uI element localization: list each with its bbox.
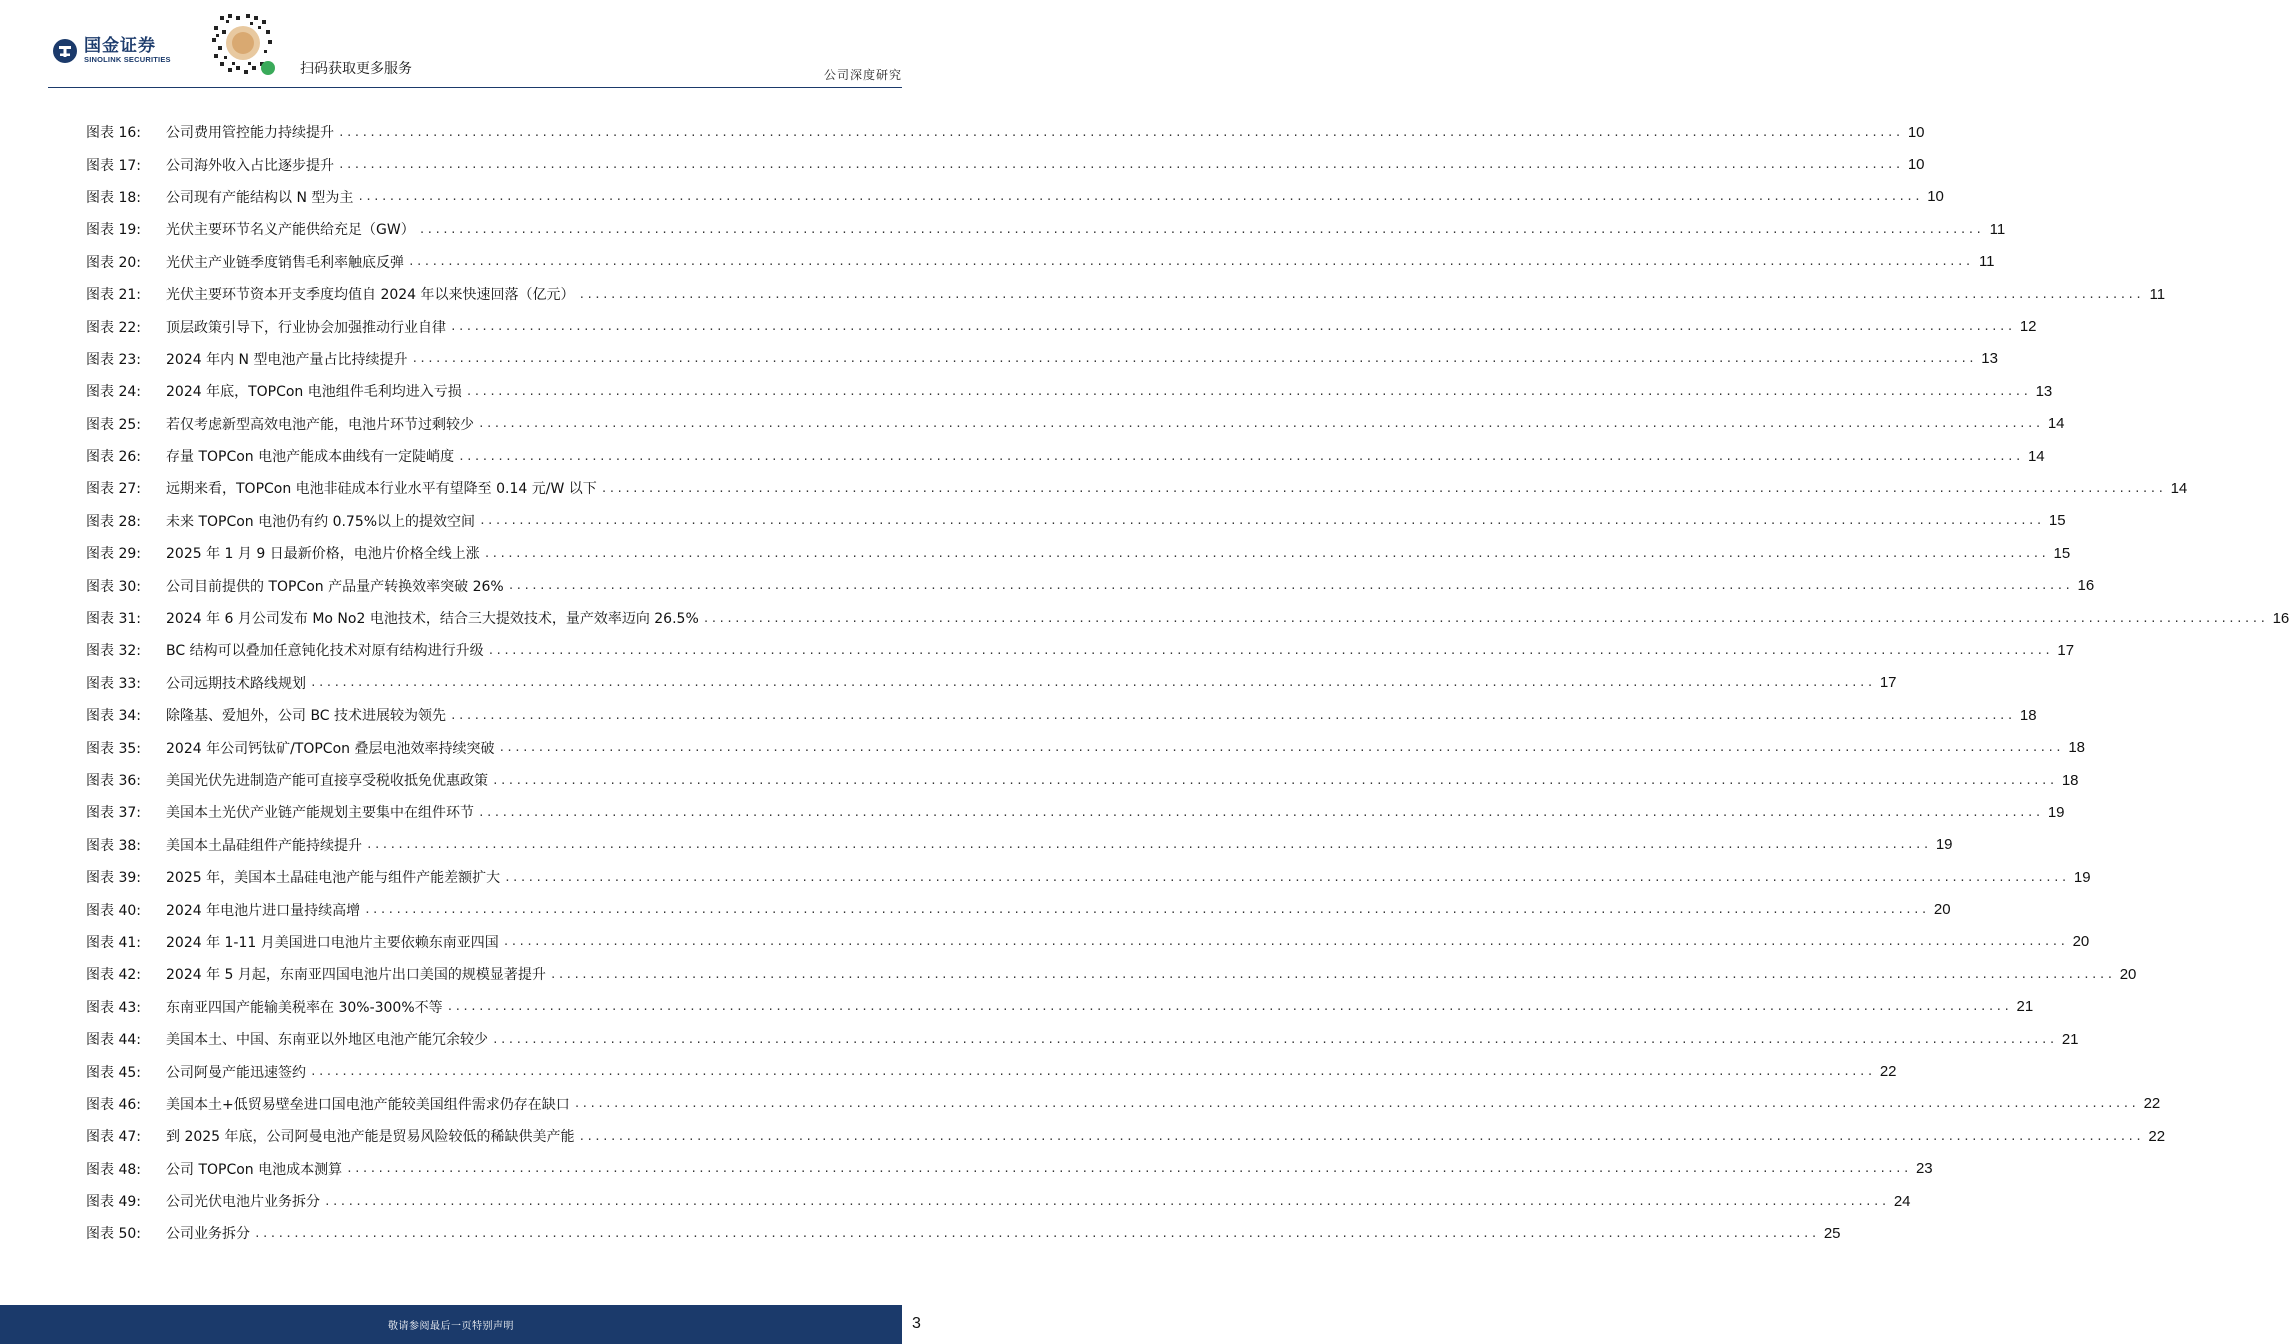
report-type-label: 公司深度研究 — [823, 68, 902, 82]
toc-entry-page[interactable]: 14 — [2170, 479, 2188, 497]
toc-entry-label: 图表 23: — [86, 351, 141, 368]
toc-entry-label: 图表 18: — [86, 189, 141, 206]
toc-leader-dots: ........................................................................................................................................................................................................ — [446, 1000, 2012, 1014]
toc-entry[interactable] — [86, 926, 2090, 958]
toc-entry-label: 图表 34: — [86, 708, 141, 725]
toc-entry-label: 图表 38: — [86, 837, 141, 854]
toc-entry[interactable] — [86, 440, 2045, 472]
toc-entry[interactable] — [86, 278, 2166, 310]
toc-entry-page[interactable]: 18 — [2061, 771, 2079, 789]
toc-entry-label: 图表 47: — [86, 1129, 141, 1146]
toc-entry-page[interactable]: 22 — [1879, 1063, 1897, 1081]
toc-entry-title[interactable]: 2024 年 1-11 月美国进口电池片主要依赖东南亚四国 — [166, 934, 499, 951]
toc-entry-page[interactable]: 17 — [1879, 674, 1897, 692]
toc-leader-dots: ........................................................................................................................................................................................................ — [502, 935, 2068, 949]
toc-entry-title[interactable]: 公司费用管控能力持续提升 — [166, 125, 334, 142]
toc-entry[interactable] — [86, 375, 2053, 407]
toc-leader-dots: ........................................................................................................................................................................................................ — [492, 1032, 2057, 1046]
toc-entry-label: 图表 21: — [86, 287, 141, 304]
toc-entry-title[interactable]: 公司现有产能结构以 N 型为主 — [166, 189, 354, 206]
toc-entry-title[interactable]: 公司业务拆分 — [166, 1226, 250, 1243]
toc-entry-label: 图表 46: — [86, 1096, 141, 1113]
toc-entry-page[interactable]: 20 — [1933, 901, 1951, 919]
toc-entry-page[interactable]: 24 — [1893, 1192, 1911, 1210]
toc-entry-page[interactable]: 23 — [1915, 1160, 1933, 1178]
toc-entry[interactable] — [86, 991, 2034, 1023]
toc-leader-dots: ........................................................................................................................................................................................................ — [504, 870, 2069, 884]
toc-entry-label: 图表 28: — [86, 513, 141, 530]
toc-entry-label: 图表 50: — [86, 1226, 141, 1243]
logo-chinese-name: 国金证券 — [84, 36, 156, 56]
toc-entry[interactable] — [86, 1088, 2161, 1120]
toc-entry-page[interactable]: 19 — [2047, 803, 2065, 821]
toc-leader-dots: ........................................................................................................................................................................................................ — [578, 1129, 2144, 1143]
toc-entry[interactable] — [86, 602, 2289, 634]
toc-leader-dots: ........................................................................................................................................................................................................ — [450, 320, 2015, 334]
toc-entry-label: 图表 20: — [86, 254, 141, 271]
toc-entry[interactable] — [86, 634, 2075, 666]
toc-leader-dots: ........................................................................................................................................................................................................ — [310, 676, 1875, 690]
toc-entry-title[interactable]: 美国本土晶硅组件产能持续提升 — [166, 837, 362, 854]
toc-entry-title[interactable]: BC 结构可以叠加任意钝化技术对原有结构进行升级 — [166, 643, 484, 660]
toc-entry-label: 图表 33: — [86, 675, 141, 692]
toc-entry[interactable] — [86, 1217, 1841, 1249]
toc-entry-label: 图表 42: — [86, 967, 141, 984]
toc-entry-label: 图表 26: — [86, 449, 141, 466]
toc-entry[interactable] — [86, 958, 2137, 990]
toc-entry-title[interactable]: 公司光伏电池片业务拆分 — [166, 1194, 320, 1211]
toc-entry-label: 图表 19: — [86, 222, 141, 239]
toc-entry-label: 图表 39: — [86, 870, 141, 887]
toc-leader-dots: ........................................................................................................................................................................................................ — [487, 643, 2053, 657]
toc-entry-page[interactable]: 14 — [2047, 415, 2065, 433]
toc-leader-dots: ........................................................................................................................................................................................................ — [411, 352, 1976, 366]
toc-leader-dots: ........................................................................................................................................................................................................ — [507, 579, 2073, 593]
page-header — [0, 0, 950, 92]
toc-leader-dots: ........................................................................................................................................................................................................ — [310, 1065, 1875, 1079]
toc-entry-page[interactable]: 15 — [2053, 544, 2071, 562]
toc-entry-label: 图表 43: — [86, 999, 141, 1016]
toc-entry[interactable] — [86, 343, 1998, 375]
toc-entry[interactable] — [86, 310, 2037, 342]
toc-entry[interactable] — [86, 148, 1925, 180]
toc-entry[interactable] — [86, 472, 2188, 504]
toc-entry-title[interactable]: 光伏主产业链季度销售毛利率触底反弹 — [166, 254, 404, 271]
toc-entry[interactable] — [86, 1185, 1911, 1217]
company-logo — [52, 37, 171, 64]
toc-leader-dots: ........................................................................................................................................................................................................ — [479, 514, 2044, 528]
toc-entry-title[interactable]: 远期来看，TOPCon 电池非硅成本行业水平有望降至 0.14 元/W 以下 — [166, 481, 597, 498]
toc-entry[interactable] — [86, 731, 2085, 763]
toc-entry-title[interactable]: 2024 年内 N 型电池产量占比持续提升 — [166, 351, 408, 368]
toc-entry[interactable] — [86, 667, 1897, 699]
toc-leader-dots: ........................................................................................................................................................................................................ — [458, 449, 2023, 463]
toc-entry-page[interactable]: 10 — [1907, 156, 1925, 174]
toc-entry-title[interactable]: 美国本土+低贸易壁垒进口国电池产能较美国组件需求仍存在缺口 — [166, 1096, 570, 1113]
toc-leader-dots: ........................................................................................................................................................................................................ — [418, 222, 1984, 236]
toc-entry-title[interactable]: 若仅考虑新型高效电池产能，电池片环节过剩较少 — [166, 416, 474, 433]
toc-entry[interactable] — [86, 537, 2071, 569]
toc-entry-title[interactable]: 公司远期技术路线规划 — [166, 675, 306, 692]
toc-entry-page[interactable]: 20 — [2072, 933, 2090, 951]
toc-leader-dots: ........................................................................................................................................................................................................ — [498, 741, 2063, 755]
toc-entry-page[interactable]: 21 — [2016, 998, 2034, 1016]
toc-entry-title[interactable]: 2025 年，美国本土晶硅电池产能与组件产能差额扩大 — [166, 870, 501, 887]
toc-leader-dots: ........................................................................................................................................................................................................ — [366, 838, 1931, 852]
toc-entry-label: 图表 30: — [86, 578, 141, 595]
toc-entry-title[interactable]: 2024 年电池片进口量持续高增 — [166, 902, 361, 919]
toc-entry[interactable] — [86, 408, 2065, 440]
toc-entry[interactable] — [86, 505, 2066, 537]
toc-leader-dots: ........................................................................................................................................................................................................ — [364, 903, 1929, 917]
toc-entry-page[interactable]: 11 — [1989, 220, 2006, 238]
toc-leader-dots: ........................................................................................................................................................................................................ — [338, 158, 1903, 172]
toc-leader-dots: ........................................................................................................................................................................................................ — [578, 287, 2144, 301]
qr-code-icon[interactable] — [206, 6, 280, 80]
toc-leader-dots: ........................................................................................................................................................................................................ — [478, 417, 2043, 431]
toc-entry-page[interactable]: 17 — [2057, 641, 2075, 659]
toc-entry-label: 图表 22: — [86, 319, 141, 336]
footer-bar — [0, 1305, 902, 1344]
toc-leader-dots: ........................................................................................................................................................................................................ — [465, 384, 2031, 398]
toc-entry-label: 图表 36: — [86, 773, 141, 789]
toc-entry-title[interactable]: 2025 年 1 月 9 日最新价格，电池片价格全线上涨 — [166, 546, 480, 563]
toc-entry-page[interactable]: 16 — [2272, 609, 2289, 627]
toc-entry-label: 图表 45: — [86, 1064, 141, 1081]
header-divider — [48, 87, 902, 88]
toc-leader-dots: ........................................................................................................................................................................................................ — [357, 190, 1922, 204]
toc-entry-title[interactable]: 公司目前提供的 TOPCon 产品量产转换效率突破 26% — [166, 578, 504, 595]
toc-entry-title[interactable]: 除隆基、爱旭外，公司 BC 技术进展较为领先 — [166, 708, 447, 725]
toc-entry-title[interactable]: 2024 年公司钙钛矿/TOPCon 叠层电池效率持续突破 — [166, 740, 495, 757]
toc-entry-label: 图表 32: — [86, 643, 141, 660]
toc-entry[interactable] — [86, 1023, 2079, 1055]
toc-entry[interactable] — [86, 861, 2091, 893]
toc-entry-label: 图表 44: — [86, 1032, 141, 1049]
toc-entry-page[interactable]: 12 — [2019, 318, 2037, 336]
toc-entry-page[interactable]: 18 — [2019, 706, 2037, 724]
toc-entry-page[interactable]: 19 — [1935, 836, 1953, 854]
toc-leader-dots: ........................................................................................................................................................................................................ — [702, 611, 2268, 625]
toc-entry-page[interactable]: 16 — [2077, 577, 2095, 595]
toc-entry-title[interactable]: 光伏主要环节名义产能供给充足（GW） — [166, 222, 415, 239]
toc-entry-title[interactable]: 到 2025 年底，公司阿曼电池产能是贸易风险较低的稀缺供美产能 — [166, 1129, 575, 1146]
toc-entry-title[interactable]: 美国本土光伏产业链产能规划主要集中在组件环节 — [166, 805, 474, 822]
toc-leader-dots: ........................................................................................................................................................................................................ — [573, 1097, 2139, 1111]
toc-entry-page[interactable]: 13 — [2035, 382, 2053, 400]
page-number: 3 — [912, 1315, 921, 1332]
toc-entry-page[interactable]: 20 — [2119, 965, 2137, 983]
toc-entry-label: 图表 29: — [86, 546, 141, 563]
toc-entry-label: 图表 24: — [86, 384, 141, 401]
toc-entry-label: 图表 48: — [86, 1161, 141, 1178]
toc-entry-title[interactable]: 东南亚四国产能输美税率在 30%-300%不等 — [166, 999, 443, 1016]
footer-disclaimer: 敬请参阅最后一页特别声明 — [388, 1321, 514, 1332]
toc-entry-title[interactable]: 公司阿曼产能迅速签约 — [166, 1064, 306, 1081]
page-footer — [0, 1305, 950, 1344]
toc-entry-page[interactable]: 21 — [2061, 1030, 2079, 1048]
toc-leader-dots: ........................................................................................................................................................................................................ — [549, 967, 2115, 981]
toc-entry-title[interactable]: 2024 年 5 月起，东南亚四国电池片出口美国的规模显著提升 — [166, 967, 546, 984]
toc-entry-title[interactable]: 2024 年 6 月公司发布 Mo No2 电池技术，结合三大提效技术，量产效率迈向 26.5% — [166, 611, 699, 628]
toc-leader-dots: ........................................................................................................................................................................................................ — [483, 546, 2049, 560]
toc-entry[interactable] — [86, 699, 2037, 731]
toc-entry-title[interactable]: 存量 TOPCon 电池产能成本曲线有一定陡峭度 — [166, 449, 455, 466]
toc-entry-page[interactable]: 13 — [1981, 350, 1998, 368]
toc-leader-dots: ........................................................................................................................................................................................................ — [408, 255, 1973, 269]
toc-entry-title[interactable]: 顶层政策引导下，行业协会加强推动行业自律 — [166, 319, 446, 336]
toc-leader-dots: ........................................................................................................................................................................................................ — [600, 481, 2166, 495]
toc-entry-page[interactable]: 18 — [2068, 739, 2085, 757]
toc-entry[interactable] — [86, 569, 2095, 601]
toc-entry[interactable] — [86, 213, 2006, 245]
toc-entry-page[interactable]: 11 — [1978, 253, 1995, 271]
toc-leader-dots: ........................................................................................................................................................................................................ — [338, 125, 1903, 139]
toc-entry[interactable] — [86, 1055, 1897, 1087]
toc-entry-title[interactable]: 公司 TOPCon 电池成本测算 — [166, 1161, 343, 1178]
toc-entry[interactable] — [86, 1153, 1933, 1185]
toc-entry-label: 图表 37: — [86, 805, 141, 822]
toc-entry-page[interactable]: 10 — [1927, 188, 1944, 206]
toc-entry-page[interactable]: 19 — [2073, 868, 2091, 886]
toc-entry-title[interactable]: 美国光伏先进制造产能可直接享受税收抵免优惠政策 — [166, 773, 488, 789]
toc-entry-title[interactable]: 2024 年底，TOPCon 电池组件毛利均进入亏损 — [166, 384, 462, 401]
toc-entry[interactable] — [86, 829, 1953, 861]
toc-entry-label: 图表 27: — [86, 481, 141, 498]
toc-entry-title[interactable]: 美国本土、中国、东南亚以外地区电池产能冗余较少 — [166, 1032, 488, 1049]
toc-entry[interactable] — [86, 116, 1925, 148]
logo-english-name: SINOLINK SECURITIES — [84, 55, 171, 64]
toc-entry-label: 图表 40: — [86, 902, 141, 919]
qr-caption: 扫码获取更多服务 — [300, 61, 412, 77]
toc-entry[interactable] — [86, 1120, 2166, 1152]
toc-entry-page[interactable]: 15 — [2048, 512, 2066, 530]
toc-entry-label: 图表 41: — [86, 934, 141, 951]
toc-leader-dots: ........................................................................................................................................................................................................ — [346, 1162, 1911, 1176]
toc-entry[interactable] — [86, 246, 1995, 278]
toc-entry-label: 图表 17: — [86, 157, 141, 174]
toc-leader-dots: ........................................................................................................................................................................................................ — [254, 1226, 1819, 1240]
figure-index-list — [86, 116, 2289, 1250]
toc-leader-dots: ........................................................................................................................................................................................................ — [478, 805, 2043, 819]
toc-entry-page[interactable]: 22 — [2143, 1095, 2161, 1113]
toc-entry[interactable] — [86, 764, 2079, 796]
toc-entry-title[interactable]: 公司海外收入占比逐步提升 — [166, 157, 334, 174]
toc-entry-label: 图表 31: — [86, 611, 141, 628]
toc-leader-dots: ........................................................................................................................................................................................................ — [450, 708, 2015, 722]
toc-entry-page[interactable]: 25 — [1823, 1224, 1841, 1242]
toc-entry-label: 图表 16: — [86, 125, 141, 142]
toc-entry-page[interactable]: 11 — [2149, 285, 2166, 303]
toc-entry-page[interactable]: 10 — [1907, 123, 1925, 141]
toc-entry-label: 图表 25: — [86, 416, 141, 433]
sinolink-logo-icon — [52, 38, 78, 64]
toc-entry-label: 图表 49: — [86, 1194, 141, 1211]
toc-entry-title[interactable]: 光伏主要环节资本开支季度均值自 2024 年以来快速回落（亿元） — [166, 287, 575, 304]
toc-entry-label: 图表 35: — [86, 740, 141, 757]
toc-entry[interactable] — [86, 893, 1951, 925]
toc-entry-page[interactable]: 22 — [2148, 1127, 2166, 1145]
toc-leader-dots: ........................................................................................................................................................................................................ — [324, 1194, 1889, 1208]
toc-entry[interactable] — [86, 796, 2065, 828]
toc-entry-page[interactable]: 14 — [2027, 447, 2045, 465]
toc-entry-title[interactable]: 未来 TOPCon 电池仍有约 0.75%以上的提效空间 — [166, 513, 476, 530]
toc-leader-dots: ........................................................................................................................................................................................................ — [492, 773, 2057, 787]
toc-entry[interactable] — [86, 181, 1944, 213]
